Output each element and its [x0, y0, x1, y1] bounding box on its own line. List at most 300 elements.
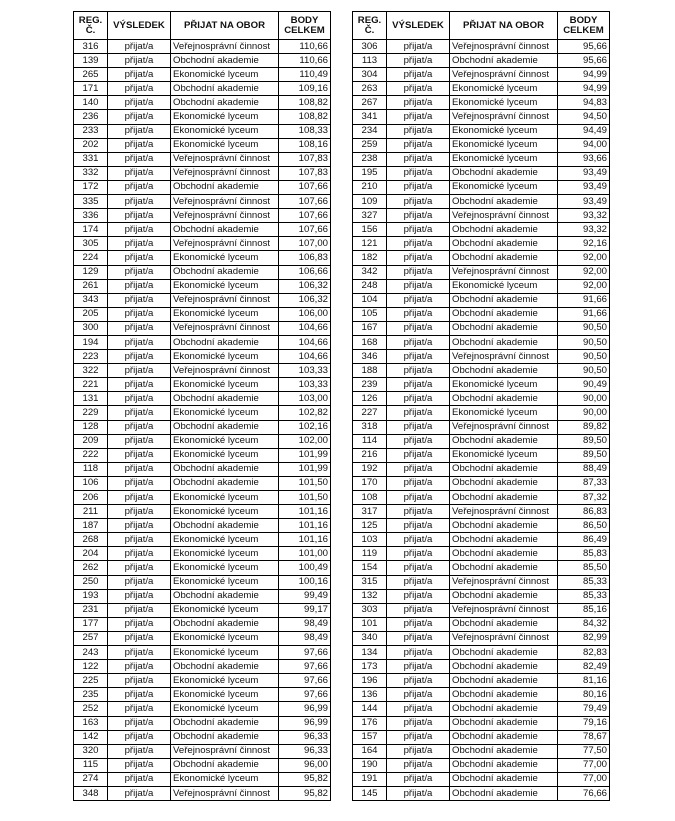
- cell-points: 94,83: [558, 96, 610, 110]
- cell-program: Obchodní akademie: [450, 54, 558, 68]
- cell-result: přijat/a: [387, 476, 450, 490]
- cell-reg: 331: [74, 152, 108, 166]
- cell-program: Obchodní akademie: [450, 364, 558, 378]
- cell-points: 102,16: [279, 420, 331, 434]
- cell-result: přijat/a: [387, 40, 450, 54]
- cell-reg: 170: [353, 476, 387, 490]
- cell-points: 101,50: [279, 491, 331, 505]
- cell-result: přijat/a: [108, 82, 171, 96]
- cell-program: Obchodní akademie: [171, 335, 279, 349]
- cell-program: Ekonomické lyceum: [171, 491, 279, 505]
- table-row: [74, 462, 331, 476]
- cell-result: přijat/a: [108, 335, 171, 349]
- table-row: [74, 420, 331, 434]
- cell-result: přijat/a: [108, 434, 171, 448]
- table-row: [74, 68, 331, 82]
- cell-points: 77,00: [558, 772, 610, 786]
- cell-program: Ekonomické lyceum: [450, 138, 558, 152]
- cell-reg: 204: [74, 547, 108, 561]
- cell-result: přijat/a: [108, 279, 171, 293]
- cell-reg: 168: [353, 335, 387, 349]
- header-reg: [353, 12, 387, 40]
- cell-reg: 156: [353, 223, 387, 237]
- cell-result: přijat/a: [387, 180, 450, 194]
- cell-reg: 300: [74, 321, 108, 335]
- cell-points: 107,83: [279, 166, 331, 180]
- cell-points: 85,83: [558, 547, 610, 561]
- table-row: [74, 716, 331, 730]
- cell-result: přijat/a: [387, 335, 450, 349]
- cell-reg: 191: [353, 772, 387, 786]
- cell-program: Obchodní akademie: [450, 434, 558, 448]
- table-row: [353, 716, 610, 730]
- cell-reg: 348: [74, 786, 108, 800]
- cell-points: 107,66: [279, 195, 331, 209]
- cell-points: 106,32: [279, 293, 331, 307]
- cell-program: Obchodní akademie: [171, 519, 279, 533]
- cell-result: přijat/a: [108, 561, 171, 575]
- cell-reg: 101: [353, 617, 387, 631]
- cell-program: Obchodní akademie: [450, 589, 558, 603]
- cell-program: Obchodní akademie: [171, 420, 279, 434]
- table-row: [353, 674, 610, 688]
- cell-result: přijat/a: [108, 350, 171, 364]
- cell-result: přijat/a: [108, 476, 171, 490]
- cell-reg: 234: [353, 124, 387, 138]
- cell-reg: 315: [353, 575, 387, 589]
- cell-result: přijat/a: [108, 646, 171, 660]
- table-row: [353, 223, 610, 237]
- table-row: [74, 491, 331, 505]
- cell-program: Ekonomické lyceum: [171, 350, 279, 364]
- cell-reg: 317: [353, 505, 387, 519]
- cell-result: přijat/a: [108, 40, 171, 54]
- cell-points: 86,83: [558, 505, 610, 519]
- table-row: [74, 533, 331, 547]
- cell-reg: 216: [353, 448, 387, 462]
- table-row: [74, 646, 331, 660]
- cell-points: 85,33: [558, 589, 610, 603]
- cell-result: přijat/a: [387, 378, 450, 392]
- cell-program: Obchodní akademie: [450, 519, 558, 533]
- cell-points: 106,83: [279, 251, 331, 265]
- table-row: [74, 688, 331, 702]
- cell-result: přijat/a: [108, 519, 171, 533]
- table-row: [353, 772, 610, 786]
- cell-program: Ekonomické lyceum: [171, 631, 279, 645]
- cell-points: 89,82: [558, 420, 610, 434]
- cell-program: Obchodní akademie: [450, 744, 558, 758]
- table-row: [353, 350, 610, 364]
- cell-points: 101,00: [279, 547, 331, 561]
- cell-points: 92,16: [558, 237, 610, 251]
- table-row: [353, 335, 610, 349]
- cell-points: 103,00: [279, 392, 331, 406]
- cell-points: 108,82: [279, 110, 331, 124]
- cell-result: přijat/a: [108, 152, 171, 166]
- cell-reg: 223: [74, 350, 108, 364]
- cell-reg: 164: [353, 744, 387, 758]
- cell-program: Ekonomické lyceum: [171, 772, 279, 786]
- table-row: [74, 603, 331, 617]
- cell-reg: 126: [353, 392, 387, 406]
- cell-reg: 134: [353, 646, 387, 660]
- table-row: [353, 180, 610, 194]
- table-row: [353, 448, 610, 462]
- cell-reg: 243: [74, 646, 108, 660]
- table-row: [74, 209, 331, 223]
- cell-reg: 261: [74, 279, 108, 293]
- cell-reg: 163: [74, 716, 108, 730]
- cell-program: Veřejnosprávní činnost: [171, 166, 279, 180]
- cell-result: přijat/a: [108, 378, 171, 392]
- cell-reg: 267: [353, 96, 387, 110]
- cell-reg: 177: [74, 617, 108, 631]
- cell-program: Veřejnosprávní činnost: [450, 631, 558, 645]
- cell-result: přijat/a: [387, 82, 450, 96]
- cell-program: Obchodní akademie: [450, 688, 558, 702]
- cell-points: 90,00: [558, 406, 610, 420]
- table-row: [74, 350, 331, 364]
- table-row: [353, 152, 610, 166]
- table-row: [74, 110, 331, 124]
- table-row: [353, 321, 610, 335]
- table-row: [74, 40, 331, 54]
- table-row: [353, 251, 610, 265]
- cell-points: 97,66: [279, 688, 331, 702]
- cell-program: Ekonomické lyceum: [171, 110, 279, 124]
- cell-program: Obchodní akademie: [450, 237, 558, 251]
- table-row: [353, 617, 610, 631]
- cell-reg: 211: [74, 505, 108, 519]
- cell-reg: 202: [74, 138, 108, 152]
- table-row: [353, 603, 610, 617]
- cell-result: přijat/a: [108, 505, 171, 519]
- cell-reg: 132: [353, 589, 387, 603]
- cell-points: 107,66: [279, 209, 331, 223]
- cell-points: 98,49: [279, 631, 331, 645]
- header-points: [279, 12, 331, 40]
- cell-program: Obchodní akademie: [450, 716, 558, 730]
- cell-result: přijat/a: [387, 603, 450, 617]
- cell-result: přijat/a: [387, 617, 450, 631]
- cell-points: 86,50: [558, 519, 610, 533]
- cell-program: Veřejnosprávní činnost: [171, 209, 279, 223]
- cell-program: Obchodní akademie: [171, 96, 279, 110]
- header-reg: [74, 12, 108, 40]
- cell-reg: 238: [353, 152, 387, 166]
- cell-program: Ekonomické lyceum: [450, 152, 558, 166]
- cell-reg: 131: [74, 392, 108, 406]
- cell-program: Ekonomické lyceum: [171, 307, 279, 321]
- cell-program: Obchodní akademie: [171, 476, 279, 490]
- cell-points: 95,66: [558, 40, 610, 54]
- cell-points: 92,00: [558, 279, 610, 293]
- cell-reg: 113: [353, 54, 387, 68]
- cell-program: Ekonomické lyceum: [450, 448, 558, 462]
- cell-program: Obchodní akademie: [450, 462, 558, 476]
- cell-result: přijat/a: [108, 209, 171, 223]
- cell-result: přijat/a: [387, 631, 450, 645]
- cell-points: 102,82: [279, 406, 331, 420]
- cell-program: Obchodní akademie: [171, 54, 279, 68]
- table-row: [353, 646, 610, 660]
- cell-program: Obchodní akademie: [450, 166, 558, 180]
- cell-result: přijat/a: [108, 589, 171, 603]
- header-points-line1: BODY: [290, 14, 319, 26]
- cell-result: přijat/a: [108, 54, 171, 68]
- cell-points: 81,16: [558, 674, 610, 688]
- cell-points: 92,00: [558, 251, 610, 265]
- cell-program: Ekonomické lyceum: [171, 702, 279, 716]
- table-row: [353, 491, 610, 505]
- cell-program: Ekonomické lyceum: [450, 378, 558, 392]
- table-row: [353, 265, 610, 279]
- cell-program: Ekonomické lyceum: [450, 96, 558, 110]
- table-row: [353, 378, 610, 392]
- cell-reg: 221: [74, 378, 108, 392]
- cell-points: 82,99: [558, 631, 610, 645]
- cell-reg: 332: [74, 166, 108, 180]
- table-row: [74, 589, 331, 603]
- cell-points: 96,33: [279, 730, 331, 744]
- table-row: [74, 378, 331, 392]
- cell-program: Ekonomické lyceum: [171, 406, 279, 420]
- cell-reg: 157: [353, 730, 387, 744]
- cell-program: Ekonomické lyceum: [171, 561, 279, 575]
- header-result: VÝSLEDEK: [387, 12, 450, 40]
- cell-points: 104,66: [279, 321, 331, 335]
- cell-program: Ekonomické lyceum: [171, 603, 279, 617]
- cell-reg: 125: [353, 519, 387, 533]
- cell-reg: 142: [74, 730, 108, 744]
- cell-program: Obchodní akademie: [450, 223, 558, 237]
- table-row: [353, 786, 610, 800]
- table-row: [353, 730, 610, 744]
- cell-points: 101,99: [279, 462, 331, 476]
- cell-reg: 224: [74, 251, 108, 265]
- table-row: [74, 448, 331, 462]
- cell-points: 106,00: [279, 307, 331, 321]
- cell-result: přijat/a: [387, 505, 450, 519]
- cell-points: 98,49: [279, 617, 331, 631]
- cell-points: 89,50: [558, 448, 610, 462]
- cell-reg: 136: [353, 688, 387, 702]
- cell-program: Ekonomické lyceum: [171, 505, 279, 519]
- cell-result: přijat/a: [108, 223, 171, 237]
- table-row: [74, 702, 331, 716]
- header-points-line1: BODY: [569, 14, 598, 26]
- cell-reg: 252: [74, 702, 108, 716]
- header-points: [558, 12, 610, 40]
- cell-reg: 206: [74, 491, 108, 505]
- table-row: [353, 505, 610, 519]
- cell-program: Veřejnosprávní činnost: [171, 237, 279, 251]
- table-row: [353, 533, 610, 547]
- cell-reg: 250: [74, 575, 108, 589]
- table-header-row: [74, 12, 331, 40]
- cell-result: přijat/a: [108, 420, 171, 434]
- cell-reg: 105: [353, 307, 387, 321]
- table-row: [74, 251, 331, 265]
- cell-reg: 265: [74, 68, 108, 82]
- cell-program: Veřejnosprávní činnost: [450, 350, 558, 364]
- cell-reg: 106: [74, 476, 108, 490]
- cell-result: přijat/a: [108, 195, 171, 209]
- cell-reg: 192: [353, 462, 387, 476]
- table-row: [74, 335, 331, 349]
- cell-points: 94,50: [558, 110, 610, 124]
- cell-reg: 171: [74, 82, 108, 96]
- cell-program: Ekonomické lyceum: [171, 434, 279, 448]
- cell-program: Obchodní akademie: [450, 392, 558, 406]
- table-row: [74, 392, 331, 406]
- cell-points: 93,66: [558, 152, 610, 166]
- cell-result: přijat/a: [108, 462, 171, 476]
- cell-reg: 119: [353, 547, 387, 561]
- cell-reg: 268: [74, 533, 108, 547]
- header-reg-line1: REG.: [357, 14, 382, 26]
- cell-result: přijat/a: [387, 406, 450, 420]
- cell-result: přijat/a: [108, 660, 171, 674]
- cell-program: Veřejnosprávní činnost: [450, 265, 558, 279]
- cell-program: Ekonomické lyceum: [171, 674, 279, 688]
- cell-result: přijat/a: [108, 307, 171, 321]
- cell-reg: 316: [74, 40, 108, 54]
- cell-points: 90,50: [558, 364, 610, 378]
- cell-result: přijat/a: [108, 293, 171, 307]
- cell-reg: 227: [353, 406, 387, 420]
- table-row: [353, 434, 610, 448]
- cell-program: Obchodní akademie: [171, 660, 279, 674]
- cell-points: 107,83: [279, 152, 331, 166]
- cell-program: Obchodní akademie: [450, 293, 558, 307]
- cell-points: 104,66: [279, 350, 331, 364]
- cell-points: 88,49: [558, 462, 610, 476]
- cell-result: přijat/a: [387, 462, 450, 476]
- table-row: [353, 547, 610, 561]
- cell-reg: 118: [74, 462, 108, 476]
- cell-program: Veřejnosprávní činnost: [171, 195, 279, 209]
- table-row: [353, 406, 610, 420]
- cell-result: přijat/a: [108, 321, 171, 335]
- cell-result: přijat/a: [387, 533, 450, 547]
- cell-program: Obchodní akademie: [171, 392, 279, 406]
- cell-points: 93,49: [558, 166, 610, 180]
- table-row: [74, 575, 331, 589]
- table-row: [353, 462, 610, 476]
- cell-reg: 108: [353, 491, 387, 505]
- table-row: [353, 392, 610, 406]
- cell-reg: 340: [353, 631, 387, 645]
- cell-result: přijat/a: [108, 533, 171, 547]
- cell-program: Veřejnosprávní činnost: [450, 209, 558, 223]
- table-row: [74, 279, 331, 293]
- cell-points: 93,49: [558, 180, 610, 194]
- cell-reg: 140: [74, 96, 108, 110]
- cell-points: 107,66: [279, 223, 331, 237]
- cell-points: 99,49: [279, 589, 331, 603]
- table-row: [74, 223, 331, 237]
- header-reg-line2: Č.: [85, 24, 96, 36]
- cell-program: Ekonomické lyceum: [450, 279, 558, 293]
- cell-program: Obchodní akademie: [450, 533, 558, 547]
- cell-program: Veřejnosprávní činnost: [450, 110, 558, 124]
- cell-result: přijat/a: [387, 674, 450, 688]
- cell-program: Veřejnosprávní činnost: [171, 786, 279, 800]
- cell-reg: 235: [74, 688, 108, 702]
- cell-points: 102,00: [279, 434, 331, 448]
- cell-reg: 306: [353, 40, 387, 54]
- table-row: [74, 617, 331, 631]
- cell-points: 101,16: [279, 505, 331, 519]
- cell-reg: 128: [74, 420, 108, 434]
- cell-reg: 109: [353, 195, 387, 209]
- cell-program: Obchodní akademie: [450, 730, 558, 744]
- cell-program: Obchodní akademie: [171, 265, 279, 279]
- table-row: [74, 237, 331, 251]
- cell-reg: 193: [74, 589, 108, 603]
- cell-program: Veřejnosprávní činnost: [171, 321, 279, 335]
- cell-result: přijat/a: [108, 674, 171, 688]
- table-row: [353, 476, 610, 490]
- cell-reg: 318: [353, 420, 387, 434]
- cell-program: Obchodní akademie: [171, 223, 279, 237]
- table-row: [353, 660, 610, 674]
- cell-reg: 327: [353, 209, 387, 223]
- table-row: [74, 96, 331, 110]
- table-row: [353, 68, 610, 82]
- table-row: [74, 166, 331, 180]
- table-row: [74, 730, 331, 744]
- cell-reg: 304: [353, 68, 387, 82]
- cell-program: Obchodní akademie: [171, 730, 279, 744]
- table-row: [353, 420, 610, 434]
- table-row: [74, 364, 331, 378]
- cell-result: přijat/a: [387, 758, 450, 772]
- cell-program: Obchodní akademie: [450, 702, 558, 716]
- cell-points: 94,00: [558, 138, 610, 152]
- cell-reg: 233: [74, 124, 108, 138]
- cell-reg: 222: [74, 448, 108, 462]
- cell-points: 110,66: [279, 54, 331, 68]
- cell-result: přijat/a: [387, 519, 450, 533]
- cell-program: Ekonomické lyceum: [171, 575, 279, 589]
- cell-program: Veřejnosprávní činnost: [171, 40, 279, 54]
- cell-reg: 144: [353, 702, 387, 716]
- cell-result: přijat/a: [387, 265, 450, 279]
- cell-reg: 229: [74, 406, 108, 420]
- table-row: [74, 476, 331, 490]
- cell-reg: 274: [74, 772, 108, 786]
- cell-points: 77,00: [558, 758, 610, 772]
- cell-points: 108,82: [279, 96, 331, 110]
- cell-result: přijat/a: [108, 166, 171, 180]
- table-body-left: [74, 40, 331, 801]
- cell-points: 110,66: [279, 40, 331, 54]
- cell-reg: 248: [353, 279, 387, 293]
- cell-points: 108,16: [279, 138, 331, 152]
- table-row: [353, 589, 610, 603]
- cell-program: Ekonomické lyceum: [171, 124, 279, 138]
- cell-reg: 225: [74, 674, 108, 688]
- cell-result: přijat/a: [387, 660, 450, 674]
- cell-result: přijat/a: [387, 251, 450, 265]
- cell-program: Obchodní akademie: [171, 758, 279, 772]
- table-row: [353, 110, 610, 124]
- header-result: VÝSLEDEK: [108, 12, 171, 40]
- cell-program: Ekonomické lyceum: [171, 68, 279, 82]
